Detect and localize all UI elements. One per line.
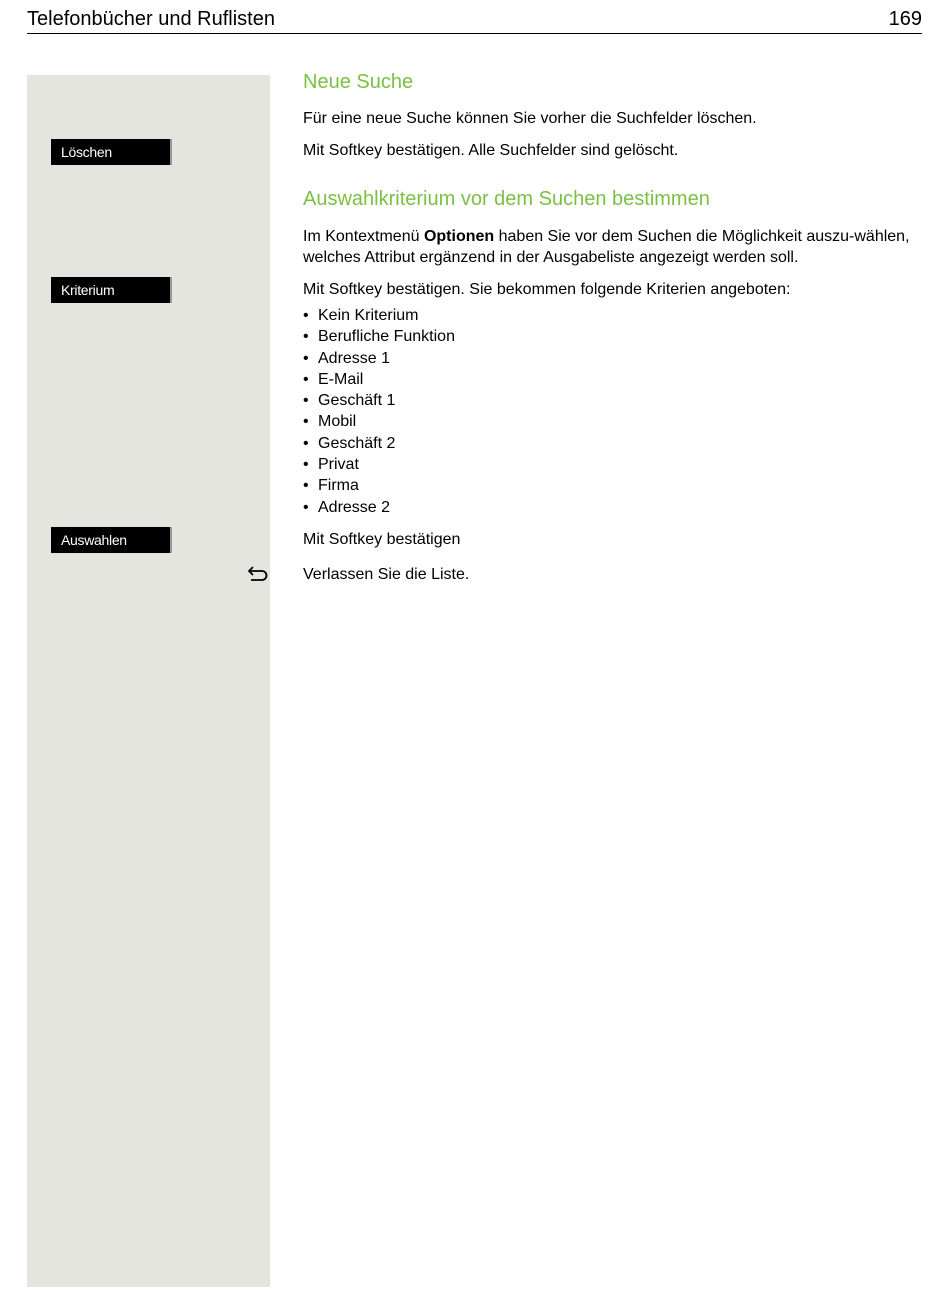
list-item: • Mobil: [303, 411, 455, 432]
page-header: [27, 0, 922, 34]
list-item: • Privat: [303, 454, 455, 475]
softkey-auswahlen: Auswahlen: [51, 527, 172, 553]
list-item: • E-Mail: [303, 369, 455, 390]
softkey-loeschen: Löschen: [51, 139, 172, 165]
list-item: • Adresse 1: [303, 348, 455, 369]
list-item: • Geschäft 1: [303, 390, 455, 411]
back-arrow-icon: [247, 565, 269, 583]
page-number: 169: [888, 8, 922, 30]
auswahlkriterium-intro: Im Kontextmenü Optionen haben Sie vor dem Suchen die Möglichkeit auszu-wählen, welches Attribut ergänzend in der Ausgabeliste angezeigt werden soll.: [303, 228, 910, 266]
auswahlkriterium-step: Mit Softkey bestätigen. Sie bekommen folgende Kriterien angeboten:: [303, 281, 791, 298]
list-item: • Kein Kriterium: [303, 305, 455, 326]
confirm-step: Mit Softkey bestätigen: [303, 531, 461, 548]
optionen-term: Optionen: [423, 228, 495, 245]
neue-suche-intro: Für eine neue Suche können Sie vorher die Suchfelder löschen.: [303, 110, 757, 127]
list-item: • Adresse 2: [303, 497, 455, 518]
neue-suche-step: Mit Softkey bestätigen. Alle Suchfelder sind gelöscht.: [303, 142, 679, 159]
page-title: Telefonbücher und Ruflisten: [27, 8, 275, 30]
softkey-kriterium: Kriterium: [51, 277, 172, 303]
criteria-list: [303, 305, 455, 518]
leave-step: Verlassen Sie die Liste.: [303, 566, 470, 583]
heading-neue-suche: Neue Suche: [303, 71, 414, 93]
heading-auswahlkriterium: Auswahlkriterium vor dem Suchen bestimmen: [303, 188, 710, 210]
list-item: • Geschäft 2: [303, 433, 455, 454]
list-item: • Firma: [303, 475, 455, 496]
sidebar: [27, 75, 270, 1287]
list-item: • Berufliche Funktion: [303, 326, 455, 347]
